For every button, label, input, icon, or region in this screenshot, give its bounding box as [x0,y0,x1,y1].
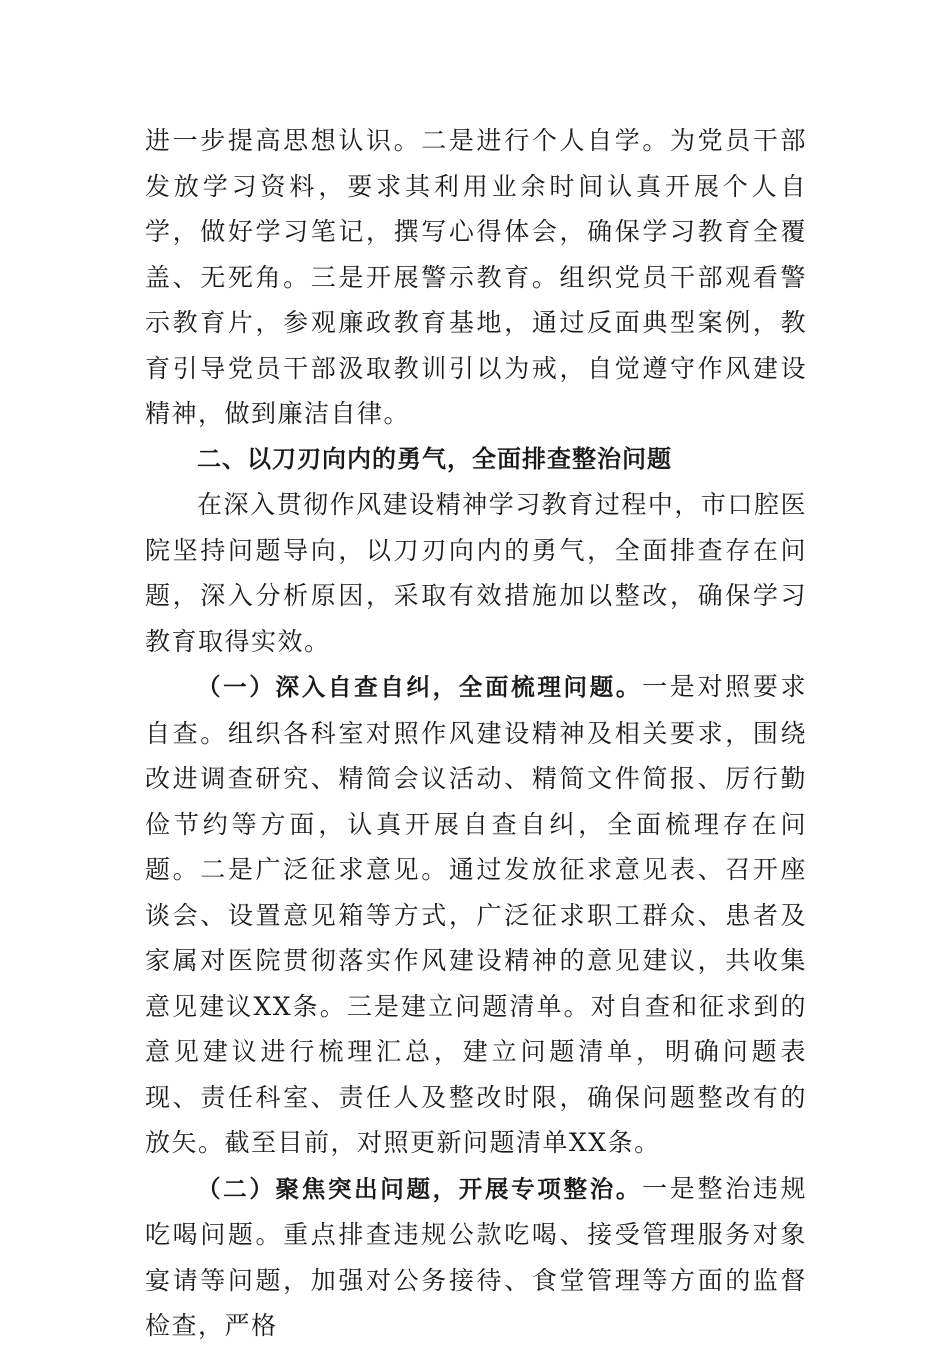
section-heading-2: 二、以刀刃向内的勇气，全面排查整治问题 [197,444,672,473]
subsection-1-lead: （一）深入自查自纠，全面梳理问题。 [197,673,643,701]
subsection-2-body: 一是整治违规吃喝问题。重点排查违规公款吃喝、接受管理服务对象宴请等问题，加强对公务接待、食堂管理等方面的监督检查，严格 [145,1173,807,1340]
subsection-2 [145,1166,807,1349]
body-paragraph-2: 在深入贯彻作风建设精神学习教育过程中，市口腔医院坚持问题导向，以刀刃向内的勇气，全面排查存在问题，深入分析原因，采取有效措施加以整改，确保学习教育取得实效。 [145,490,807,656]
subsection-1-body: 一是对照要求自查。组织各科室对照作风建设精神及相关要求，围绕改进调查研究、精简会议活动、精简文件简报、厉行勤俭节约等方面，认真开展自查自纠，全面梳理存在问题。二是广泛征求意见。通过发放征求意见表、召开座谈会、设置意见箱等方式，广泛征求职工群众、患者及家属对医院贯彻落实作风建设精神的意见建议，共收集意见建议XX条。三是建立问题清单。对自查和征求到的意见建议进行梳理汇总，建立问题清单，明确问题表现、责任科室、责任人及整改时限，确保问题整改有的放矢。截至目前，对照更新问题清单XX条。 [145,672,807,1157]
document-page [145,118,807,1349]
body-paragraph-1: 进一步提高思想认识。二是进行个人自学。为党员干部发放学习资料，要求其利用业余时间认真开展个人自学，做好学习笔记，撰写心得体会，确保学习教育全覆盖、无死角。三是开展警示教育。组织党员干部观看警示教育片，参观廉政教育基地，通过反面典型案例，教育引导党员干部汲取教训引以为戒，自觉遵守作风建设精神，做到廉洁自律。 [145,126,807,428]
subsection-2-lead: （二）聚焦突出问题，开展专项整治。 [197,1174,643,1203]
subsection-1 [145,664,807,1166]
